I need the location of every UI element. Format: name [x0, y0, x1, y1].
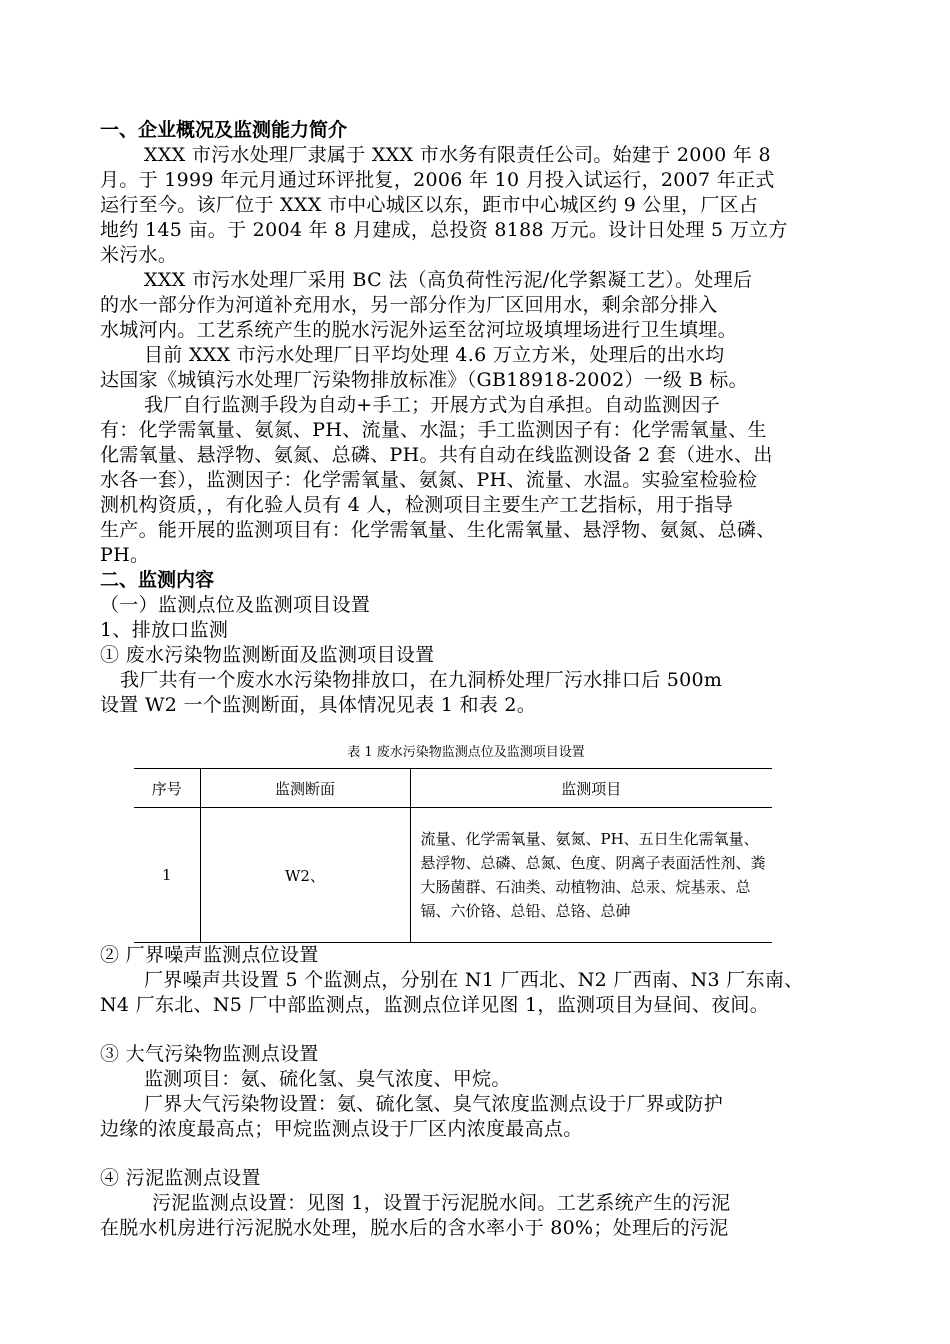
item-heading: ① 废水污染物监测断面及监测项目设置 — [100, 644, 435, 666]
subsection-heading: （一）监测点位及监测项目设置 — [100, 594, 371, 616]
paragraph-line: 设置 W2 一个监测断面，具体情况见表 1 和表 2。 — [100, 694, 537, 716]
paragraph-line: N4 厂东北、N5 厂中部监测点，监测点位详见图 1，监测项目为昼间、夜间。 — [100, 994, 770, 1016]
column-header-no: 序号 — [134, 769, 200, 808]
section-1-heading: 一、企业概况及监测能力简介 — [100, 119, 348, 141]
paragraph-line: 地约 145 亩。于 2004 年 8 月建成，总投资 8188 万元。设计日处理 5 万立方 — [100, 219, 788, 241]
table-caption: 表 1 废水污染物监测点位及监测项目设置 — [347, 745, 585, 760]
table-header-row — [134, 769, 772, 808]
paragraph-line: 运行至今。该厂位于 XXX 市中心城区以东，距市中心城区约 9 公里，厂区占 — [100, 194, 759, 216]
paragraph-line: 厂界噪声共设置 5 个监测点，分别在 N1 厂西北、N2 厂西南、N3 厂东南、 — [144, 969, 804, 991]
paragraph-line: 水各一套），监测因子：化学需氧量、氨氮、PH、流量、水温。实验室检验检 — [100, 469, 758, 491]
paragraph-line: XXX 市污水处理厂采用 BC 法（高负荷性污泥/化学絮凝工艺）。处理后 — [144, 269, 753, 291]
cell-no: 1 — [134, 808, 200, 943]
spacer — [100, 1142, 832, 1166]
paragraph-line: 达国家《城镇污水处理厂污染物排放标准》（GB18918-2002）一级 B 标。 — [100, 369, 748, 391]
item-heading: ③ 大气污染物监测点设置 — [100, 1043, 319, 1065]
document-page — [100, 118, 832, 1241]
paragraph-line: 有：化学需氧量、氨氮、PH、流量、水温；手工监测因子有：化学需氧量、生 — [100, 419, 767, 441]
paragraph-line: 我厂共有一个废水水污染物排放口，在九洞桥处理厂污水排口后 500m — [120, 669, 723, 691]
column-header-items: 监测项目 — [561, 779, 622, 798]
item-heading: ④ 污泥监测点设置 — [100, 1167, 261, 1189]
paragraph-line: 的水一部分作为河道补充用水，另一部分作为厂区回用水，剩余部分排入 — [100, 294, 718, 316]
cell-items: 流量、化学需氧量、氨氮、PH、五日生化需氧量、悬浮物、总磷、总氮、色度、阴离子表面活性剂、粪大肠菌群、石油类、动植物油、总汞、烷基汞、总镉、六价铬、总铅、总铬、总砷 — [420, 830, 766, 920]
section-2-heading: 二、监测内容 — [100, 569, 215, 591]
spacer — [100, 1018, 832, 1042]
paragraph-line: 厂界大气污染物设置：氨、硫化氢、臭气浓度监测点设于厂界或防护 — [144, 1093, 724, 1115]
paragraph-line: 污泥监测点设置：见图 1，设置于污泥脱水间。工艺系统产生的污泥 — [152, 1192, 731, 1214]
subsection-heading: 1、排放口监测 — [100, 619, 229, 641]
table-row — [134, 808, 772, 943]
paragraph-line: XXX 市污水处理厂隶属于 XXX 市水务有限责任公司。始建于 2000 年 8 — [144, 144, 771, 166]
paragraph-line: PH。 — [100, 544, 150, 566]
cell-section: W2、 — [200, 808, 410, 943]
column-header-section: 监测断面 — [200, 769, 410, 808]
paragraph-line: 我厂自行监测手段为自动+手工；开展方式为自承担。自动监测因子 — [144, 394, 720, 416]
paragraph-line: 化需氧量、悬浮物、氨氮、总磷、PH。共有自动在线监测设备 2 套（进水、出 — [100, 444, 773, 466]
paragraph-line: 目前 XXX 市污水处理厂日平均处理 4.6 万立方米，处理后的出水均 — [144, 344, 725, 366]
paragraph-line: 测机构资质，，有化验人员有 4 人，检测项目主要生产工艺指标，用于指导 — [100, 494, 734, 516]
paragraph-line: 月。于 1999 年元月通过环评批复，2006 年 10 月投入试运行，2007 年正式 — [100, 169, 775, 191]
paragraph-line: 水城河内。工艺系统产生的脱水污泥外运至岔河垃圾填埋场进行卫生填埋。 — [100, 319, 737, 341]
monitoring-table — [134, 768, 772, 943]
paragraph-line: 生产。能开展的监测项目有：化学需氧量、生化需氧量、悬浮物、氨氮、总磷、 — [100, 519, 776, 541]
paragraph-line: 监测项目：氨、硫化氢、臭气浓度、甲烷。 — [144, 1068, 511, 1090]
item-heading: ② 厂界噪声监测点位设置 — [100, 944, 319, 966]
paragraph-line: 米污水。 — [100, 244, 178, 266]
paragraph-line: 边缘的浓度最高点；甲烷监测点设于厂区内浓度最高点。 — [100, 1118, 583, 1140]
paragraph-line: 在脱水机房进行污泥脱水处理，脱水后的含水率小于 80%；处理后的污泥 — [100, 1217, 729, 1239]
